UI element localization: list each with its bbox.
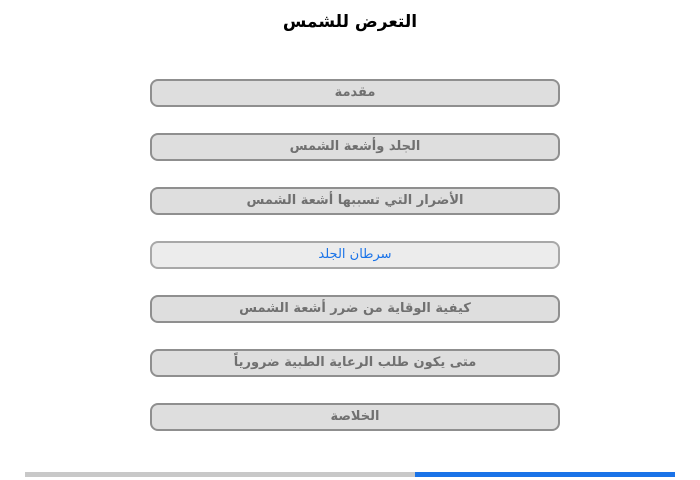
menu-item-skin-cancer[interactable]: سرطان الجلد <box>150 241 560 269</box>
menu-item-introduction[interactable]: مقدمة <box>150 79 560 107</box>
menu-item-when-to-seek-care[interactable]: متى يكون طلب الرعاية الطبية ضرورياً <box>150 349 560 377</box>
menu-item-prevention[interactable]: كيفية الوقاية من ضرر أشعة الشمس <box>150 295 560 323</box>
menu-item-summary[interactable]: الخلاصة <box>150 403 560 431</box>
progress-bar <box>25 472 675 477</box>
menu-item-skin-and-sun[interactable]: الجلد وأشعة الشمس <box>150 133 560 161</box>
topic-menu <box>150 79 560 457</box>
menu-item-sun-damage[interactable]: الأضرار التي تسببها أشعة الشمس <box>150 187 560 215</box>
page-title: التعرض للشمس <box>282 12 418 32</box>
progress-bar-fill <box>415 472 675 477</box>
